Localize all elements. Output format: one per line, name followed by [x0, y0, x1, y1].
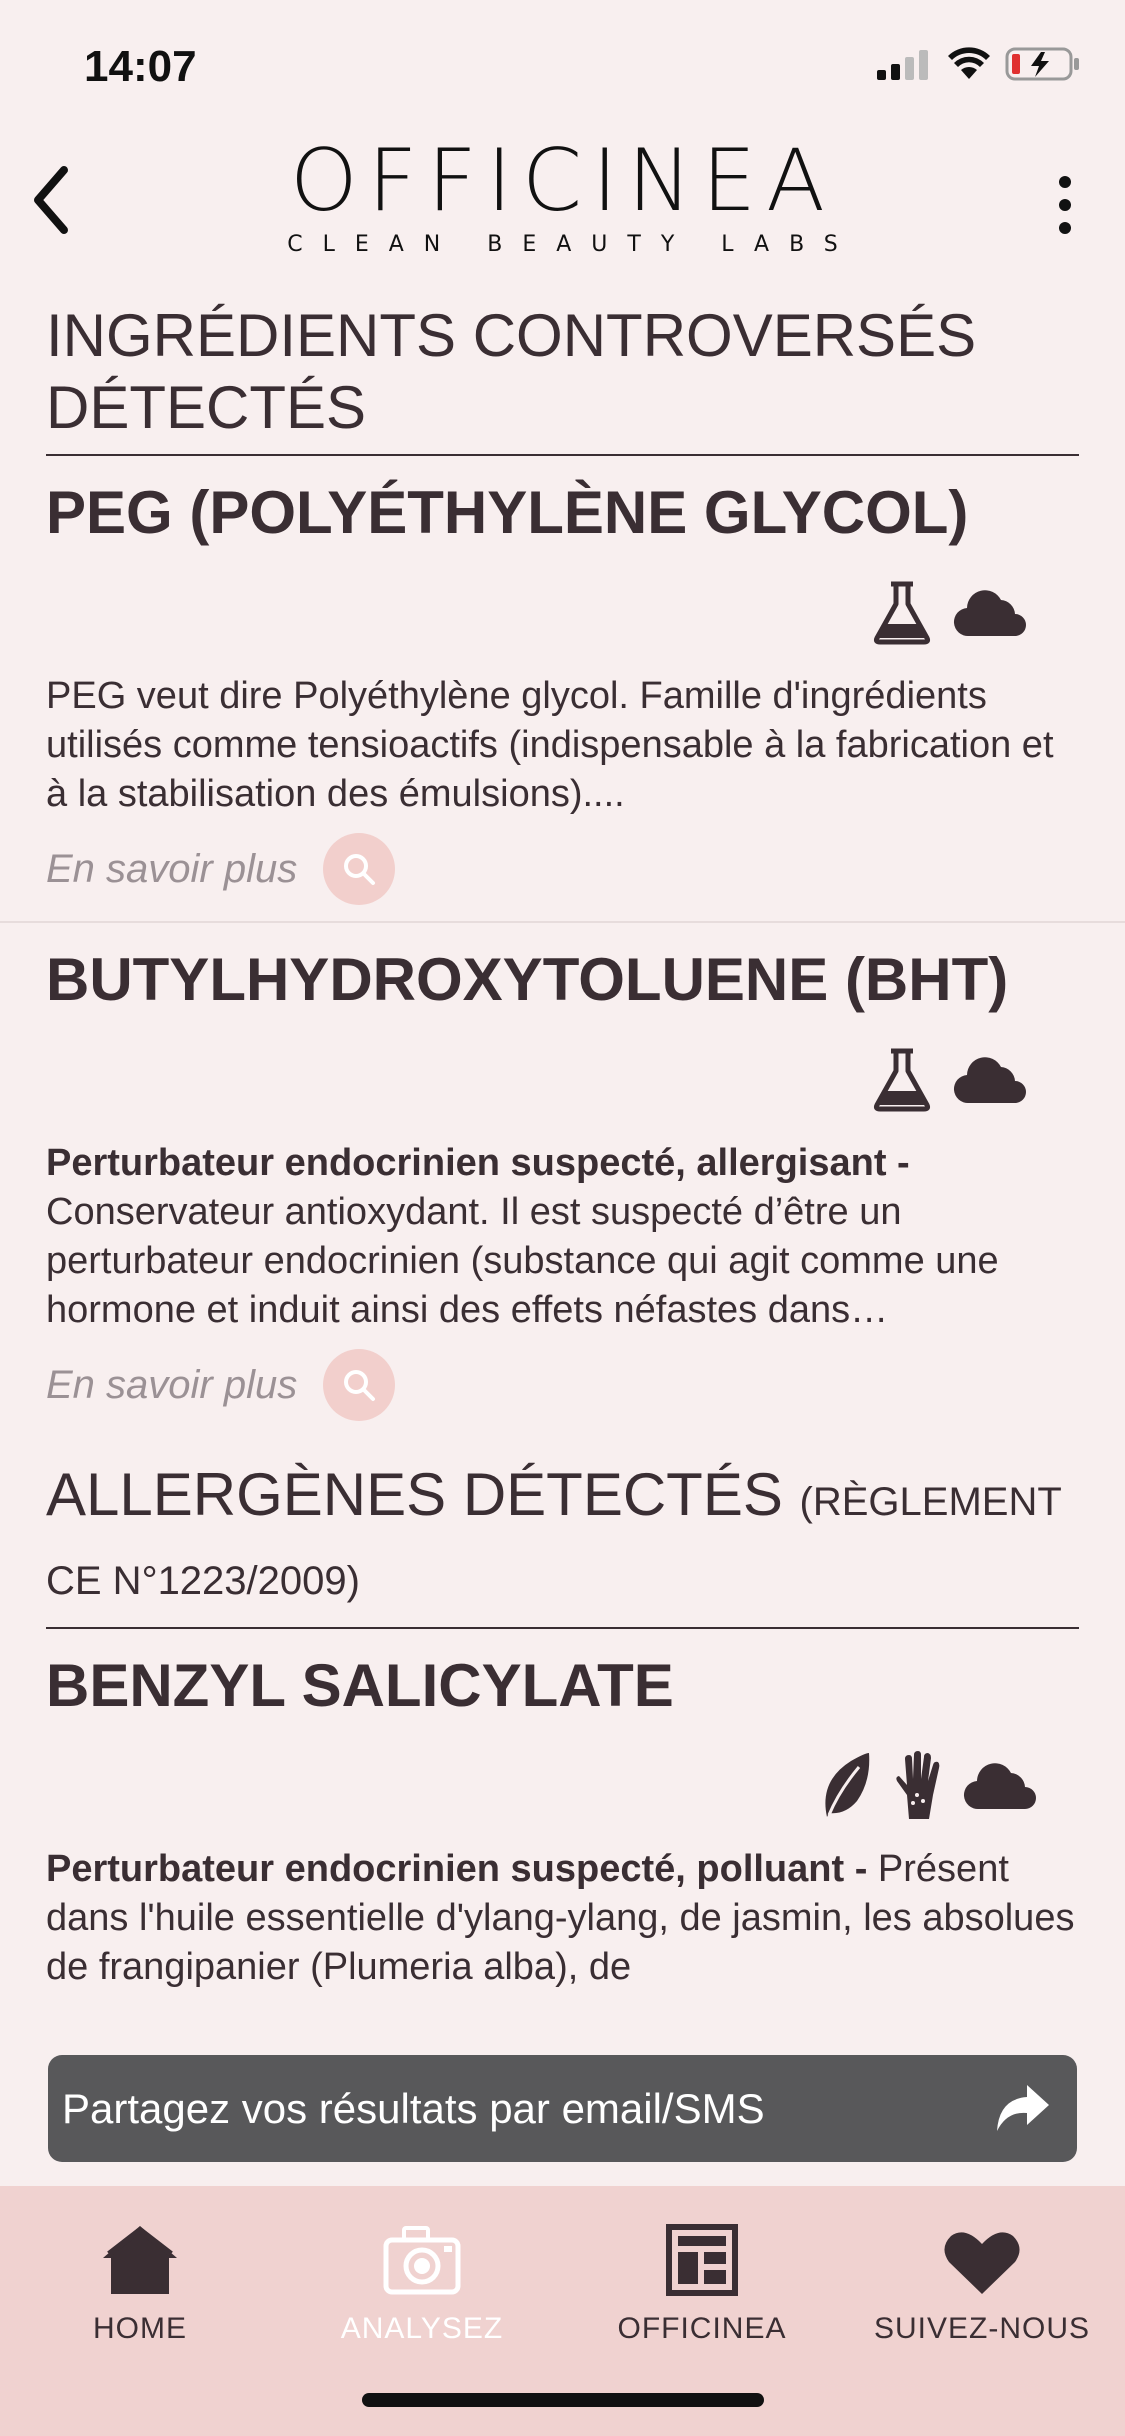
flask-icon	[871, 1047, 933, 1113]
hand-icon	[893, 1751, 943, 1821]
wifi-icon	[947, 47, 991, 81]
allergen-lead: Perturbateur endocrinien suspecté, polluant -	[46, 1848, 878, 1890]
learn-more-link[interactable]	[46, 1349, 1079, 1421]
status-icons	[877, 46, 1081, 82]
allergen-description	[46, 1845, 1079, 1992]
ingredient-icons	[46, 1045, 1029, 1115]
ingredient-description	[46, 672, 1079, 819]
ingredient-name: PEG (POLYÉTHYLÈNE GLYCOL)	[46, 479, 969, 546]
allergen-text: Présent dans l'huile essentielle d'ylang-ylang, de jasmin, les absolues de frangipanier (Plumeria alba), de	[46, 1848, 1075, 1988]
learn-more-link[interactable]	[46, 833, 1079, 905]
ingredient-card	[0, 474, 1125, 905]
heart-icon	[943, 2230, 1021, 2296]
logo-tagline: CLEAN BEAUTY LABS	[287, 232, 858, 257]
app-header	[0, 130, 1125, 280]
logo-wordmark: OFFICINEA	[290, 131, 835, 231]
allergen-icons	[46, 1751, 1039, 1821]
tab-analysez-label: ANALYSEZ	[340, 2312, 504, 2345]
allergens-regulation: (RÈGLEMENT CE N°1223/2009)	[46, 1480, 1062, 1603]
tab-officinea[interactable]	[572, 2206, 832, 2346]
status-bar	[0, 0, 1125, 130]
ingredient-icons	[46, 578, 1029, 648]
tab-officinea-label: OFFICINEA	[617, 2312, 787, 2345]
tab-suivez-nous[interactable]	[852, 2206, 1112, 2346]
brand-logo	[0, 131, 1125, 257]
share-results-button[interactable]	[48, 2055, 1077, 2162]
ingredient-card	[0, 941, 1125, 1421]
status-time: 14:07	[84, 42, 197, 91]
card-divider	[0, 921, 1125, 923]
share-arrow-icon	[993, 2081, 1053, 2135]
camera-icon	[382, 2226, 462, 2296]
tab-analysez[interactable]	[292, 2206, 552, 2346]
allergens-section-title	[46, 1459, 1079, 1629]
search-icon[interactable]	[323, 833, 395, 905]
allergen-card	[0, 1647, 1125, 1992]
results-content[interactable]	[0, 300, 1125, 2035]
tab-home-label: HOME	[93, 2312, 187, 2345]
ingredient-description	[46, 1139, 1079, 1335]
allergen-name: BENZYL SALICYLATE	[46, 1652, 674, 1719]
ingredient-text: Conservateur antioxydant. Il est suspecté d’être un perturbateur endocrinien (substance qui agit comme une hormone et induit ainsi des effets néfastes dans…	[46, 1191, 999, 1331]
ingredient-lead: Perturbateur endocrinien suspecté, allergisant -	[46, 1142, 910, 1184]
learn-more-label: En savoir plus	[46, 846, 298, 891]
more-options-button[interactable]	[1045, 170, 1085, 240]
learn-more-label: En savoir plus	[46, 1362, 298, 1407]
vertical-dots-icon	[1045, 170, 1085, 240]
cloud-icon	[953, 1055, 1029, 1105]
tab-home[interactable]	[10, 2206, 270, 2346]
battery-icon	[1005, 46, 1081, 82]
search-icon[interactable]	[323, 1349, 395, 1421]
tab-suivez-nous-label: SUIVEZ-NOUS	[873, 2312, 1091, 2345]
flask-icon	[871, 580, 933, 646]
cellular-signal-icon	[877, 48, 933, 80]
cloud-icon	[953, 588, 1029, 638]
ingredient-text: PEG veut dire Polyéthylène glycol. Famille d'ingrédients utilisés comme tensioactifs (indispensable à la fabrication et à la stabilisation des émulsions)....	[46, 675, 1054, 815]
share-label: Partagez vos résultats par email/SMS	[62, 2084, 765, 2132]
leaf-icon	[817, 1751, 873, 1821]
cloud-icon	[963, 1761, 1039, 1811]
allergens-title: ALLERGÈNES DÉTECTÉS	[46, 1461, 783, 1528]
ingredient-name: BUTYLHYDROXYTOLUENE (BHT)	[46, 946, 1009, 1013]
home-icon	[101, 2224, 179, 2296]
layout-icon	[666, 2224, 738, 2296]
home-indicator	[362, 2393, 764, 2407]
controversial-section-title: INGRÉDIENTS CONTROVERSÉS DÉTECTÉS	[46, 300, 1079, 456]
